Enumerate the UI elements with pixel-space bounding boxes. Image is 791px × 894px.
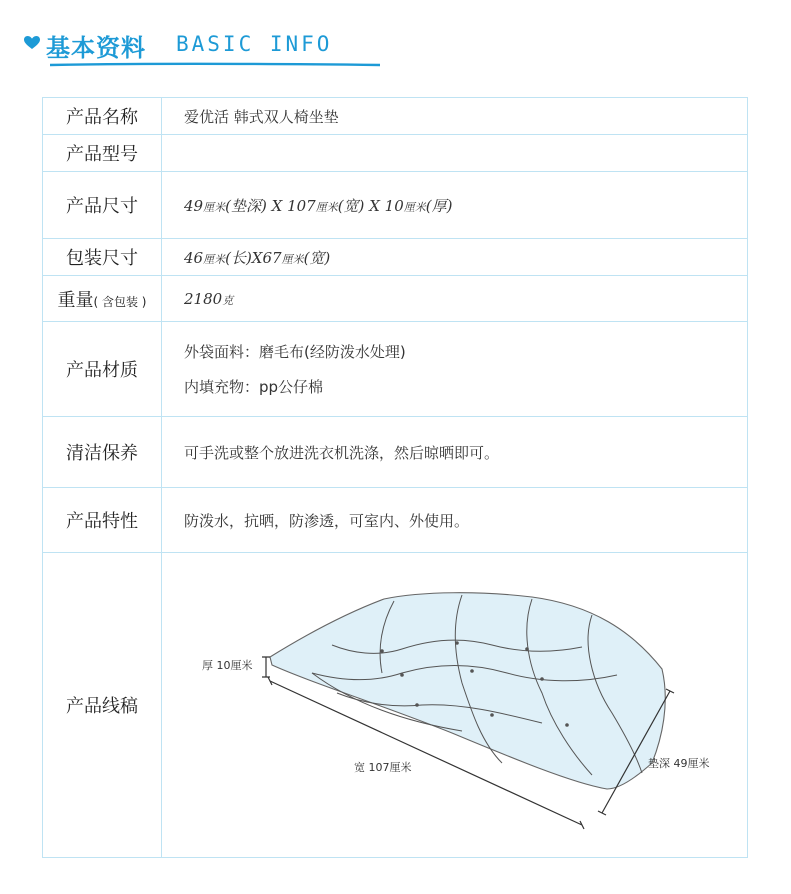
table-row (43, 239, 748, 276)
product-size-value: 49厘米(垫深) X 107厘米(宽) X 10厘米(厚) (162, 172, 748, 239)
package-size-value: 46厘米(长)X67厘米(宽) (162, 239, 748, 276)
product-info-table (42, 97, 748, 858)
row-label: 产品尺寸 (43, 172, 162, 239)
table-row (43, 322, 748, 417)
weight-label: 重量( 含包装 ) (43, 276, 162, 322)
table-row (43, 172, 748, 239)
cushion-outline (270, 593, 665, 789)
row-label: 产品型号 (43, 135, 162, 172)
row-label: 产品线稿 (43, 553, 162, 858)
weight-value: 2180克 (162, 276, 748, 322)
section-title-en: BASIC INFO (176, 32, 333, 56)
depth-label: 垫深 49厘米 (648, 757, 710, 770)
title-underline (50, 62, 380, 68)
width-label: 宽 107厘米 (354, 761, 412, 774)
row-label: 产品名称 (43, 98, 162, 135)
line-drawing-cell (162, 553, 748, 858)
table-row (43, 135, 748, 172)
row-label: 产品材质 (43, 322, 162, 417)
section-title-cn: 基本资料 (46, 34, 146, 62)
table-row (43, 488, 748, 553)
material-value: 外袋面料：磨毛布(经防泼水处理) 内填充物：pp公仔棉 (162, 322, 748, 417)
features-value: 防泼水，抗晒，防渗透，可室内、外使用。 (162, 488, 748, 553)
heart-icon (24, 36, 40, 50)
table-row (43, 98, 748, 135)
row-label: 产品特性 (43, 488, 162, 553)
product-name-value: 爱优活 韩式双人椅坐垫 (162, 98, 748, 135)
product-model-value (162, 135, 748, 172)
care-value: 可手洗或整个放进洗衣机洗涤，然后晾晒即可。 (162, 417, 748, 488)
row-label: 清洁保养 (43, 417, 162, 488)
cushion-line-drawing (162, 553, 748, 857)
row-label: 包装尺寸 (43, 239, 162, 276)
table-row (43, 417, 748, 488)
thickness-label: 厚 10厘米 (202, 659, 253, 672)
section-header (24, 26, 364, 66)
thickness-dimension (262, 657, 270, 677)
table-row (43, 553, 748, 858)
table-row (43, 276, 748, 322)
